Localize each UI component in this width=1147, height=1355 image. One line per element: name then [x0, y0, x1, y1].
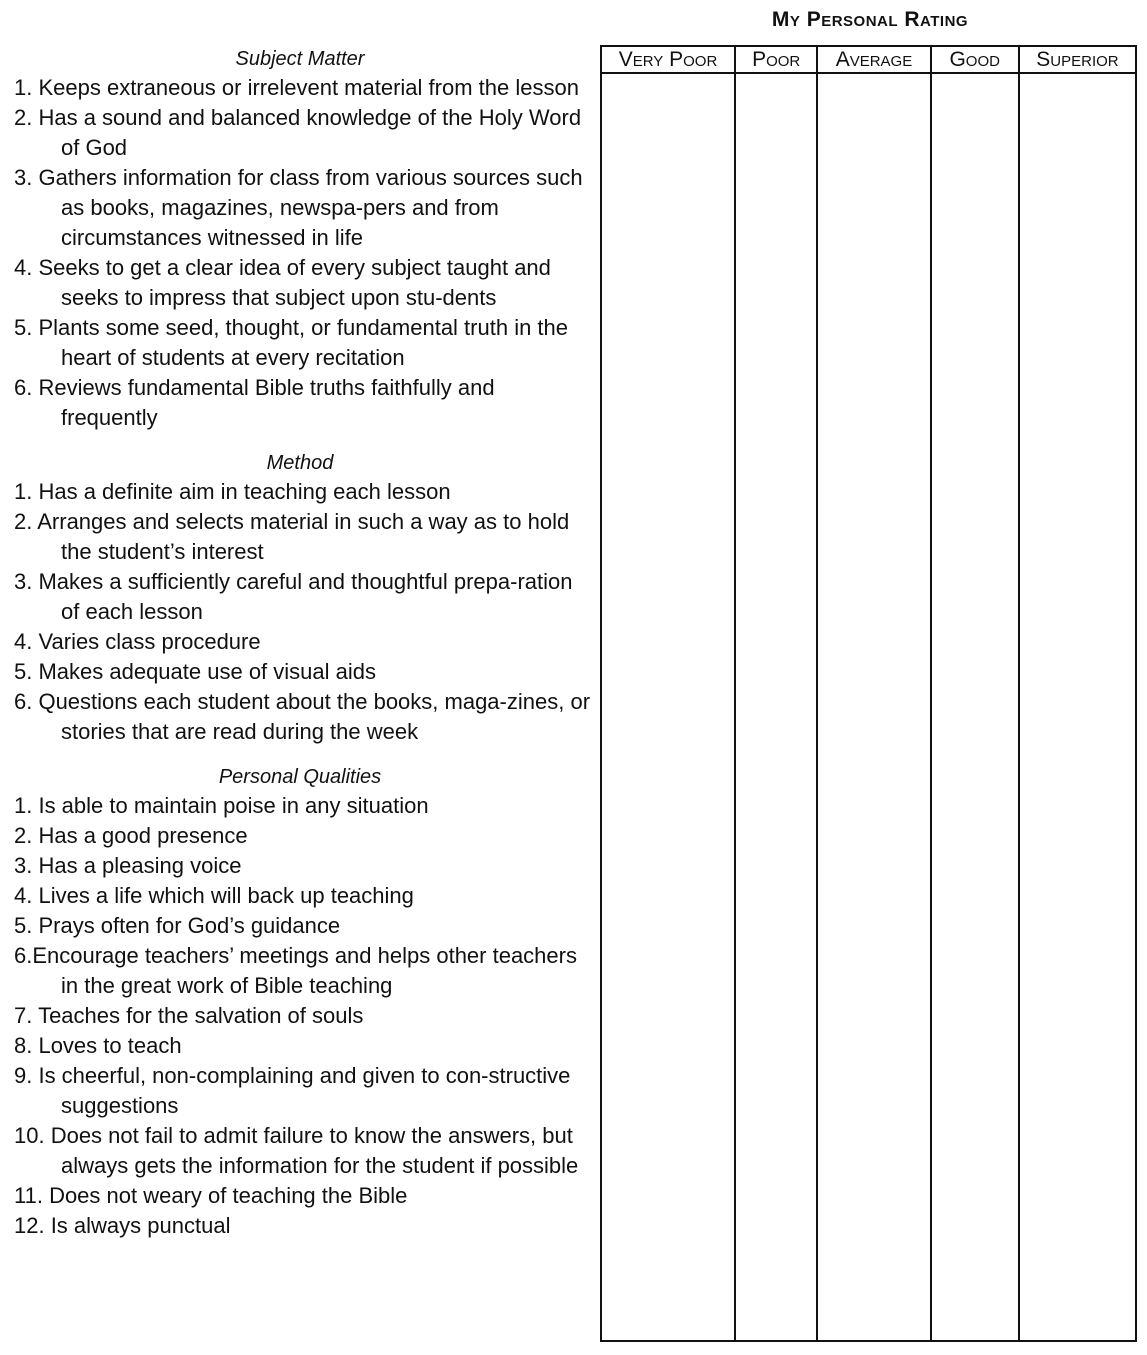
column-header: Poor — [736, 47, 816, 74]
list-item: 2. Arranges and selects material in such a way as to hold the student’s interest — [14, 509, 570, 564]
rating-column-average — [818, 47, 931, 1340]
list-item: 7. Teaches for the salvation of souls — [14, 1003, 364, 1028]
list-item: 2. Has a sound and balanced knowledge of the Holy Word of God — [14, 105, 582, 160]
list-item: 1. Keeps extraneous or irrelevent material from the lesson — [14, 75, 579, 100]
page-title: My Personal Rating — [771, 8, 969, 31]
rating-cell[interactable] — [602, 74, 734, 1340]
list-item: 4. Seeks to get a clear idea of every subject taught and seeks to impress that subject upon stu-dents — [14, 255, 551, 310]
list-item: 12. Is always punctual — [14, 1213, 231, 1238]
section-title: Personal Qualities — [218, 766, 382, 788]
list-item: 3. Has a pleasing voice — [14, 853, 242, 878]
list-item: 5. Makes adequate use of visual aids — [14, 659, 377, 684]
column-header: Good — [932, 47, 1018, 74]
list-item: 5. Prays often for God’s guidance — [14, 913, 341, 938]
section-title: Subject Matter — [235, 48, 365, 70]
rating-cell[interactable] — [736, 74, 816, 1340]
rating-column-superior — [1020, 47, 1135, 1340]
rating-column-poor — [736, 47, 818, 1340]
list-item: 5. Plants some seed, thought, or fundamental truth in the heart of students at every recitation — [14, 315, 569, 370]
section-personal-qualities — [14, 763, 594, 1241]
rating-column-very-poor — [602, 47, 736, 1340]
column-header: Average — [818, 47, 929, 74]
rating-table — [600, 45, 1137, 1342]
criteria-list — [14, 45, 594, 1241]
list-item: 8. Loves to teach — [14, 1033, 182, 1058]
column-header: Superior — [1020, 47, 1135, 74]
column-header: Very Poor — [602, 47, 734, 74]
list-item: 4. Varies class procedure — [14, 629, 261, 654]
list-item: 3. Makes a sufficiently careful and thoughtful prepa-ration of each lesson — [14, 569, 573, 624]
list-item: 6.Encourage teachers’ meetings and helps other teachers in the great work of Bible teaching — [14, 943, 577, 998]
section-subject-matter — [14, 45, 594, 433]
rating-cell[interactable] — [818, 74, 929, 1340]
list-item: 10. Does not fail to admit failure to know the answers, but always gets the information for the student if possible — [14, 1123, 579, 1178]
list-item: 2. Has a good presence — [14, 823, 248, 848]
rating-cell[interactable] — [1020, 74, 1135, 1340]
list-item: 6. Questions each student about the books, maga-zines, or stories that are read during the week — [14, 689, 591, 744]
rating-column-good — [932, 47, 1020, 1340]
list-item: 9. Is cheerful, non-complaining and given to con-structive suggestions — [14, 1063, 571, 1118]
list-item: 11. Does not weary of teaching the Bible — [14, 1183, 408, 1208]
list-item: 3. Gathers information for class from various sources such as books, magazines, newspa-pers and from circumstances witnessed in life — [14, 165, 583, 250]
list-item: 1. Has a definite aim in teaching each lesson — [14, 479, 451, 504]
section-method — [14, 449, 594, 747]
rating-cell[interactable] — [932, 74, 1018, 1340]
list-item: 4. Lives a life which will back up teaching — [14, 883, 414, 908]
list-item: 6. Reviews fundamental Bible truths faithfully and frequently — [14, 375, 495, 430]
section-title: Method — [266, 452, 334, 474]
list-item: 1. Is able to maintain poise in any situation — [14, 793, 429, 818]
